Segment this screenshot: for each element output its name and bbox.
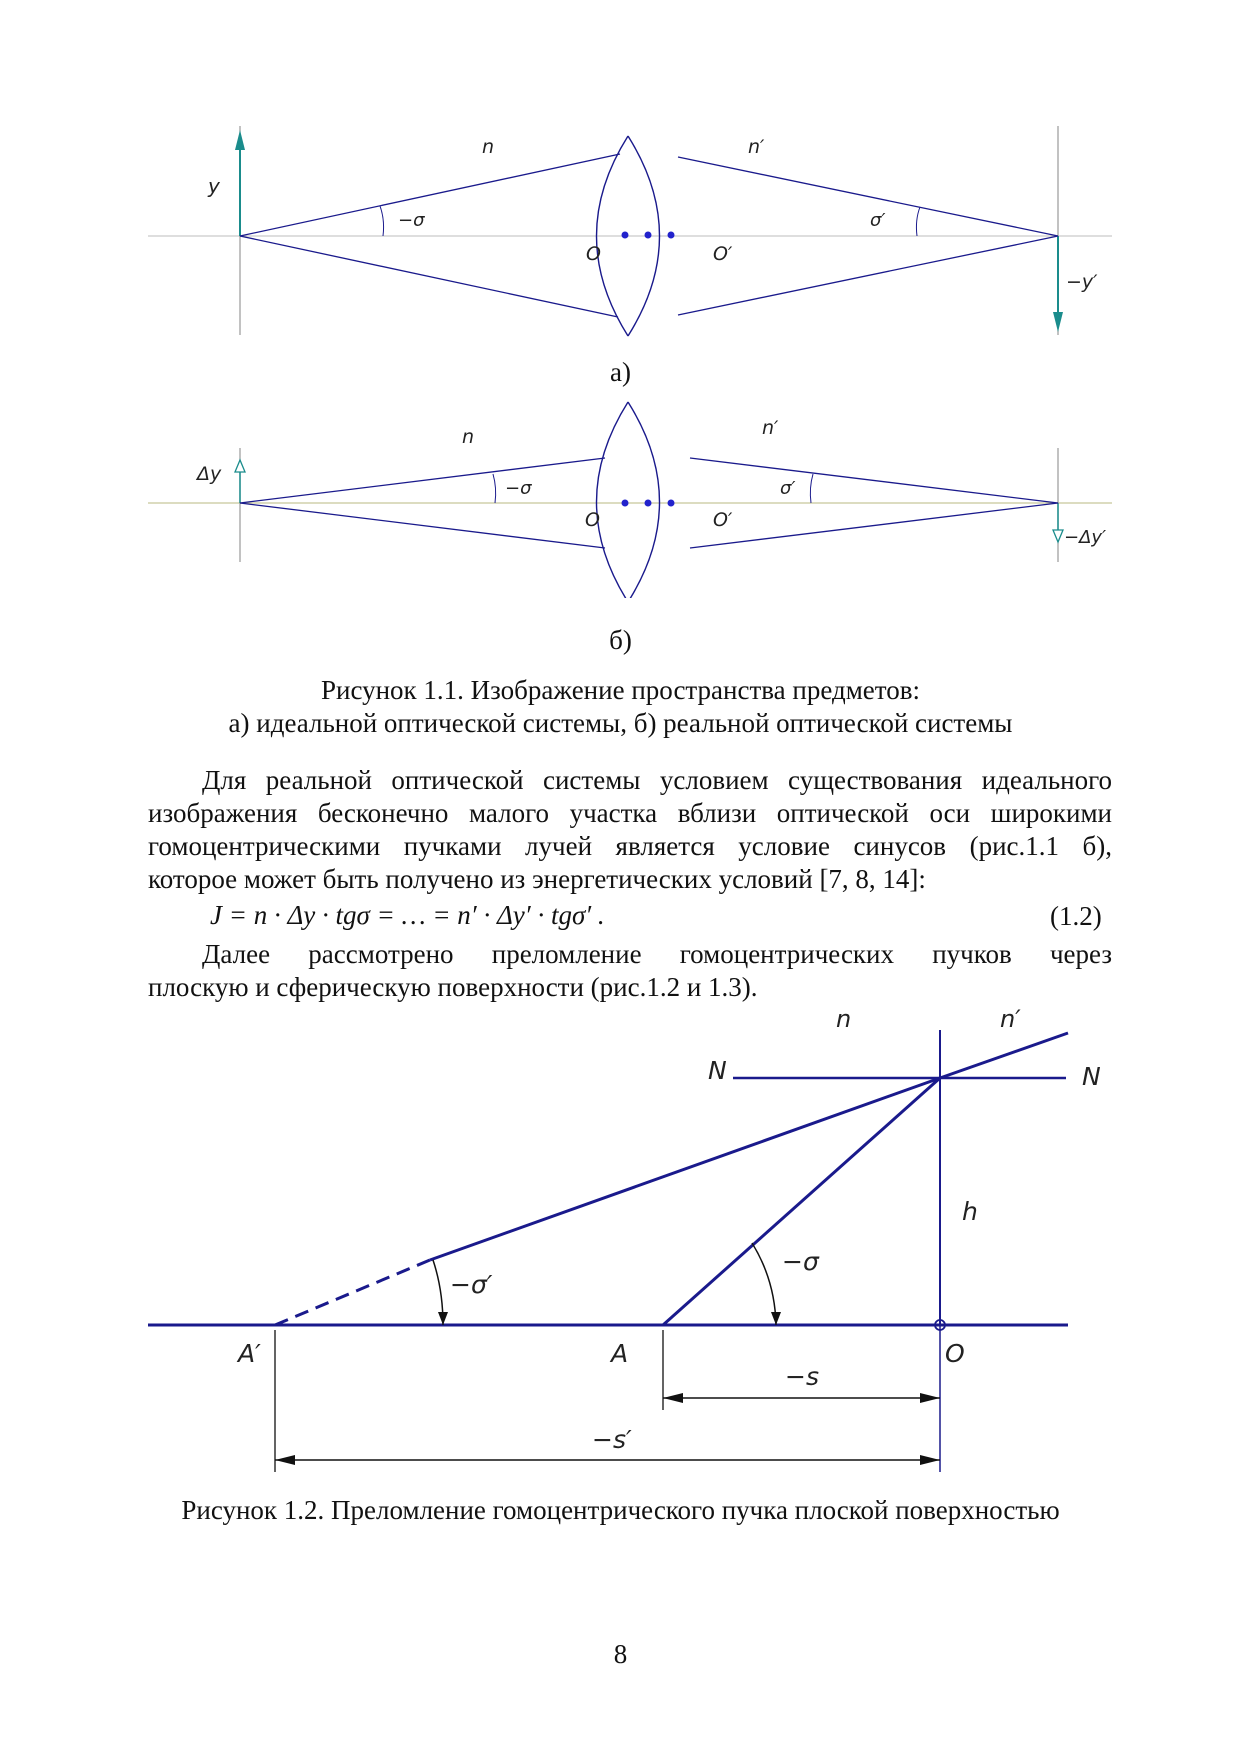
image-arrow-head xyxy=(1053,312,1063,332)
dim-arrow xyxy=(920,1455,940,1465)
angle-arc xyxy=(916,207,920,236)
label-minus-sigma: −σ xyxy=(398,210,425,231)
label-delta-y: Δy xyxy=(197,463,222,485)
para2-line1: Далее рассмотрено преломление гомоцентрических пучков через xyxy=(202,939,1112,969)
formula-number: (1.2) xyxy=(1050,901,1102,931)
label-h: h xyxy=(962,1197,978,1226)
ray xyxy=(240,154,620,236)
delta-y-prime-arrow-head xyxy=(1053,530,1063,542)
label-n-prime: n′ xyxy=(748,136,765,158)
label-minus-sigma-prime: −σ′ xyxy=(450,1270,493,1299)
incident-ray xyxy=(663,1078,940,1325)
label-O: O xyxy=(586,243,601,265)
label-n: n xyxy=(482,136,495,158)
figure-1-1-caption-line1: Рисунок 1.1. Изображение пространства предметов: xyxy=(321,675,920,705)
label-N-right: N xyxy=(1082,1062,1101,1091)
para1-line1: Для реальной оптической системы условием существования идеального xyxy=(202,765,1112,795)
label-O-prime: O′ xyxy=(713,509,733,531)
label-minus-delta-y-prime: −Δy′ xyxy=(1064,527,1107,548)
angle-arc xyxy=(380,206,384,236)
ray xyxy=(678,157,1058,236)
label-minus-s-prime: −s′ xyxy=(592,1425,632,1454)
dim-arrow xyxy=(275,1455,295,1465)
label-n-prime: n′ xyxy=(762,417,779,439)
angle-arc-sigma-prime-arrow xyxy=(438,1312,448,1325)
angle-arc-sigma-arrow xyxy=(771,1312,781,1325)
para2-line2: плоскую и сферическую поверхности (рис.1.2 и 1.3). xyxy=(148,972,758,1002)
label-minus-s: −s xyxy=(785,1362,819,1391)
label-minus-sigma: −σ xyxy=(782,1247,819,1276)
figure-1-1b-caption: б) xyxy=(609,625,632,655)
figure-1-1-caption-line2: а) идеальной оптической системы, б) реальной оптической системы xyxy=(228,708,1013,738)
principal-point-dot xyxy=(622,232,629,239)
page-number: 8 xyxy=(613,1639,628,1669)
dim-arrow xyxy=(663,1393,683,1403)
para1-line4: которое может быть получено из энергетических условий [7, 8, 14]: xyxy=(148,864,926,894)
figure-1-2-caption: Рисунок 1.2. Преломление гомоцентрического пучка плоской поверхностью xyxy=(181,1495,1060,1525)
principal-point-dot xyxy=(668,500,675,507)
label-O-prime: O′ xyxy=(713,243,733,265)
ray xyxy=(690,458,1058,503)
label-n-prime: n′ xyxy=(1000,1005,1021,1033)
label-minus-y-prime: −y′ xyxy=(1066,271,1098,293)
dim-arrow xyxy=(920,1393,940,1403)
angle-arc xyxy=(493,474,496,503)
formula-1-2: J = n · Δy · tgσ = … = n′ · Δy′ · tgσ′ . xyxy=(210,900,605,930)
para1-line2: изображения бесконечно малого участка вблизи оптической оси широкими xyxy=(148,798,1112,828)
figure-1-1a-caption: а) xyxy=(610,357,631,387)
ray xyxy=(690,503,1058,548)
figure-1-2 xyxy=(0,1000,1241,1480)
ray xyxy=(240,236,618,317)
principal-point-dot xyxy=(645,232,652,239)
figure-1-1b xyxy=(0,398,1241,598)
label-sigma-prime: σ′ xyxy=(780,478,796,499)
label-sigma-prime: σ′ xyxy=(870,210,886,231)
paragraph-2 xyxy=(148,938,1112,1004)
label-N-left: N xyxy=(708,1056,727,1085)
label-n: n xyxy=(836,1005,852,1033)
label-O: O xyxy=(945,1339,965,1368)
para1-line3: гомоцентрическими пучками лучей является условие синусов (рис.1.1 б), xyxy=(148,831,1112,861)
figure-1-1a xyxy=(0,110,1241,340)
refracted-ray xyxy=(940,1033,1068,1078)
delta-y-arrow-head xyxy=(235,460,245,472)
ray xyxy=(240,458,605,503)
object-arrow-head xyxy=(235,130,245,150)
label-O: O xyxy=(585,509,600,531)
lens xyxy=(597,402,660,598)
principal-point-dot xyxy=(645,500,652,507)
principal-point-dot xyxy=(622,500,629,507)
refracted-ray-extension-dashed xyxy=(275,1260,430,1325)
label-y: y xyxy=(208,174,220,198)
refracted-ray-extension xyxy=(430,1078,940,1260)
principal-point-dot xyxy=(668,232,675,239)
label-minus-sigma: −σ xyxy=(505,478,532,499)
label-A: A xyxy=(611,1339,629,1368)
paragraph-1 xyxy=(148,764,1112,896)
label-A-prime: A′ xyxy=(238,1339,261,1368)
ray xyxy=(678,236,1058,315)
label-n: n xyxy=(462,426,475,448)
angle-arc xyxy=(810,474,813,503)
ray xyxy=(240,503,605,548)
